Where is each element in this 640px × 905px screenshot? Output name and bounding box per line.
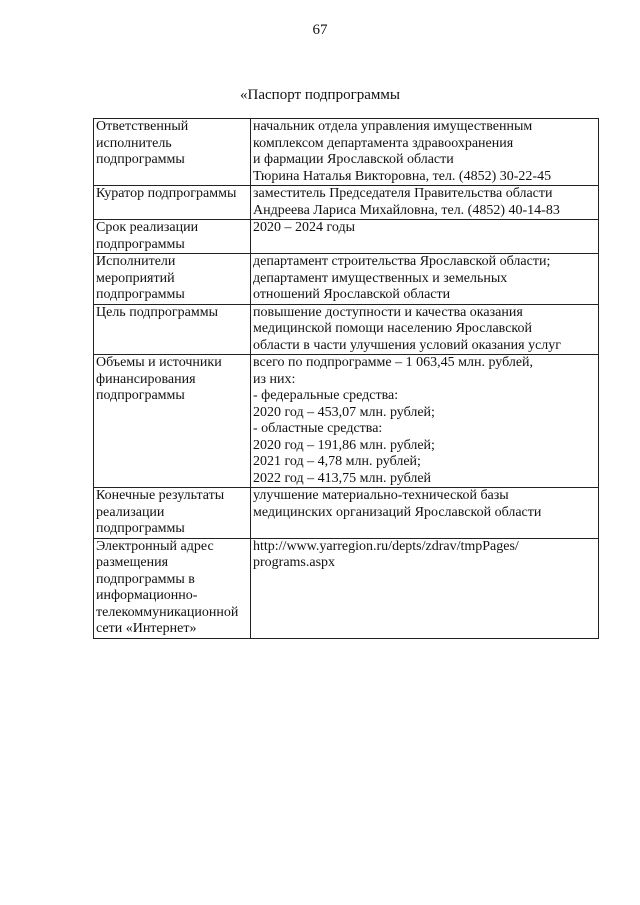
row-value-line: 2022 год – 413,75 млн. рублей [253,470,432,486]
row-label-line: сети «Интернет» [96,621,197,636]
row-label-line: информационно- [96,588,198,603]
row-value-line: http://www.yarregion.ru/depts/zdrav/tmpPages/ [253,538,519,554]
row-value-line: Тюрина Наталья Викторовна, тел. (4852) 30-22-45 [253,168,552,184]
table-row [94,355,599,488]
row-label-cell [94,254,251,305]
passport-table [93,118,599,639]
row-label-line: Срок реализации [96,220,199,235]
row-value-line: всего по подпрограмме – 1 063,45 млн. рублей, [253,355,534,370]
row-label-line: Цель подпрограммы [96,304,218,320]
row-label-line: телекоммуникационной [96,604,239,620]
row-label-line: реализации [96,504,165,520]
row-value-line: начальник отдела управления имущественным [253,119,533,134]
row-label-line: подпрограммы [96,521,185,536]
row-value-line: области в части улучшения условий оказания услуг [253,337,562,353]
row-label-cell [94,119,251,186]
row-label-line: подпрограммы [96,287,185,302]
row-label-line: подпрограммы [96,236,185,252]
document-title: «Паспорт подпрограммы [240,87,400,103]
row-label-cell [94,304,251,355]
row-label-line: подпрограммы [96,388,185,403]
table-row [94,304,599,355]
row-value-line: отношений Ярославской области [253,287,451,302]
table-row [94,220,599,254]
row-value-line: 2020 год – 453,07 млн. рублей; [253,404,435,420]
row-value-cell [251,304,599,355]
row-value-line: и фармации Ярославской области [253,152,454,167]
row-label-line: мероприятий [96,270,175,286]
page-number: 67 [312,22,328,38]
row-value-line: улучшение материально-технической базы [253,488,509,503]
row-value-cell [251,355,599,488]
row-label-line: финансирования [96,371,196,387]
table-row [94,186,599,220]
row-value-line: медицинской помощи населению Ярославской [253,321,533,336]
row-value-cell [251,254,599,305]
row-label-line: Ответственный [96,119,189,134]
row-label-line: Конечные результаты [96,488,225,503]
row-value-cell [251,119,599,186]
row-value-cell [251,488,599,539]
row-label-line: Объемы и источники [96,355,222,370]
row-label-line: подпрограммы в [96,571,195,587]
table-row [94,488,599,539]
row-value-line: повышение доступности и качества оказания [253,304,523,320]
row-value-line: медицинских организаций Ярославской области [253,504,542,520]
row-label-cell [94,355,251,488]
row-label-line: Электронный адрес [96,538,214,554]
row-value-line: 2021 год – 4,78 млн. рублей; [253,454,421,469]
row-label-line: исполнитель [96,135,172,151]
row-value-cell [251,186,599,220]
row-label-cell [94,488,251,539]
passport-table-body [94,119,599,639]
row-label-cell [94,220,251,254]
row-value-line: 2020 год – 191,86 млн. рублей; [253,437,435,453]
row-value-line: департамент имущественных и земельных [253,270,508,286]
row-value-line: департамент строительства Ярославской области; [253,254,551,269]
table-row [94,119,599,186]
row-value-line: - областные средства: [253,421,383,436]
row-value-cell [251,220,599,254]
row-value-line: заместитель Председателя Правительства области [253,186,553,201]
row-value-line: комплексом департамента здравоохранения [253,135,514,151]
row-value-cell [251,538,599,638]
row-label-cell [94,538,251,638]
row-label-line: Куратор подпрограммы [96,186,237,201]
table-row [94,538,599,638]
table-row [94,254,599,305]
row-label-line: размещения [96,555,169,570]
row-value-line: - федеральные средства: [253,388,399,403]
row-label-cell [94,186,251,220]
row-value-line: programs.aspx [253,555,336,570]
row-value-line: из них: [253,371,296,387]
row-value-line: Андреева Лариса Михайловна, тел. (4852) 40-14-83 [253,202,560,218]
row-label-line: Исполнители [96,254,176,269]
row-label-line: подпрограммы [96,152,185,167]
row-value-line: 2020 – 2024 годы [253,220,356,235]
